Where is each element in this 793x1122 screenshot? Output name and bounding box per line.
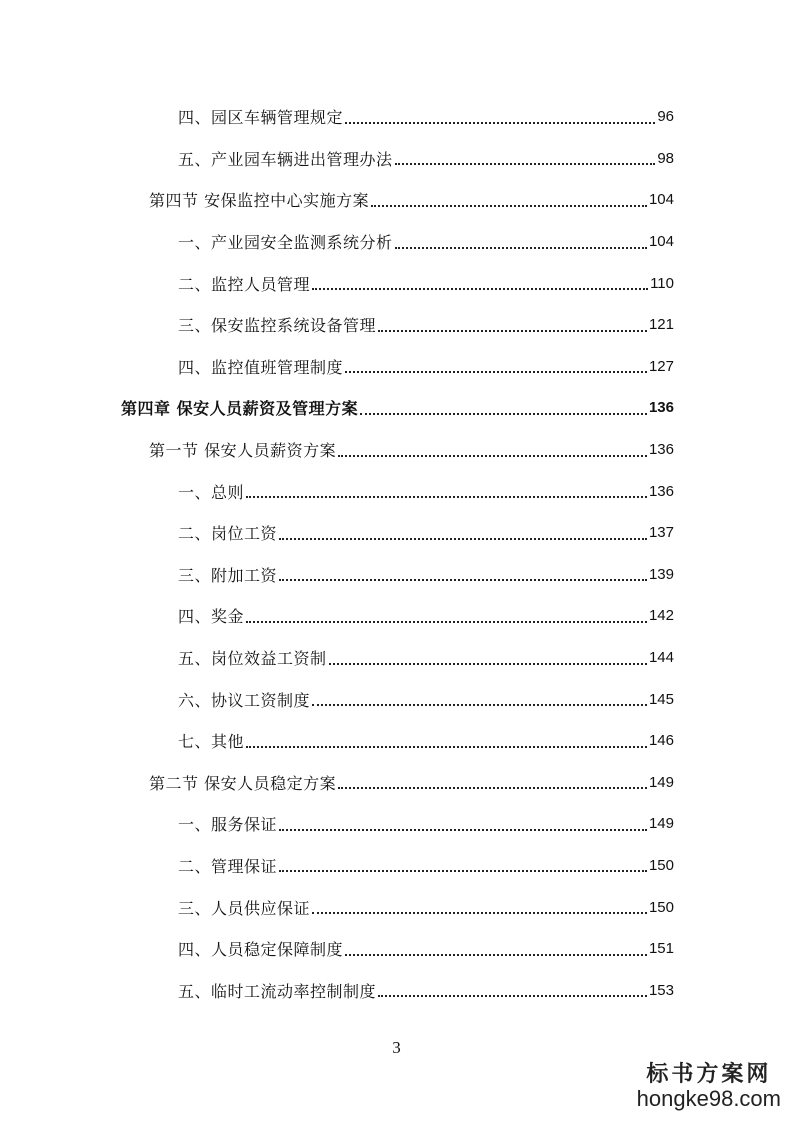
toc-dot-leader xyxy=(246,746,647,748)
toc-entry-page: 150 xyxy=(648,856,674,874)
toc-dot-leader xyxy=(338,787,647,789)
toc-dot-leader xyxy=(378,330,647,332)
toc-entry-page: 149 xyxy=(648,815,674,833)
toc-entry-title: 四、奖金 xyxy=(178,607,245,627)
toc-entry[interactable] xyxy=(0,387,793,429)
toc-entry-title: 四、监控值班管理制度 xyxy=(178,357,344,377)
toc-entry-page: 153 xyxy=(648,981,674,999)
toc-entry-title: 一、服务保证 xyxy=(178,815,278,835)
toc-entry-page: 139 xyxy=(648,565,674,583)
toc-entry-page: 149 xyxy=(648,773,674,791)
toc-entry[interactable] xyxy=(0,678,793,720)
toc-entry[interactable] xyxy=(0,554,793,596)
toc-entry-title: 二、岗位工资 xyxy=(178,524,278,544)
toc-entry-title: 第四节 安保监控中心实施方案 xyxy=(149,191,370,211)
toc-entry[interactable] xyxy=(0,429,793,471)
toc-entry-title: 二、管理保证 xyxy=(178,856,278,876)
toc-dot-leader xyxy=(345,122,655,124)
toc-entry-title: 三、人员供应保证 xyxy=(178,898,311,918)
toc-entry-title: 七、其他 xyxy=(178,732,245,752)
toc-dot-leader xyxy=(345,371,647,373)
toc-entry[interactable] xyxy=(0,221,793,263)
toc-entry[interactable] xyxy=(0,845,793,887)
toc-entry-page: 127 xyxy=(648,357,674,375)
toc-dot-leader xyxy=(338,455,647,457)
page-number: 3 xyxy=(392,1038,401,1057)
toc-entry-page: 146 xyxy=(648,732,674,750)
toc-entry-page: 136 xyxy=(648,399,674,417)
toc-entry-page: 104 xyxy=(648,191,674,209)
toc-entry[interactable] xyxy=(0,762,793,804)
toc-entry-title: 第二节 保安人员稳定方案 xyxy=(149,773,337,793)
toc-entry-page: 136 xyxy=(648,441,674,459)
toc-entry-title: 四、人员稳定保障制度 xyxy=(178,940,344,960)
toc-dot-leader xyxy=(312,704,647,706)
toc-entry-page: 96 xyxy=(657,108,674,126)
toc-entry-page: 151 xyxy=(648,940,674,958)
toc-list xyxy=(0,96,793,1011)
watermark-name: 标书方案网 xyxy=(646,1061,772,1087)
toc-entry[interactable] xyxy=(0,512,793,554)
toc-entry[interactable] xyxy=(0,346,793,388)
toc-entry-page: 98 xyxy=(657,149,674,167)
toc-entry-page: 110 xyxy=(650,274,674,292)
table-of-contents xyxy=(0,96,793,1011)
toc-entry-title: 五、临时工流动率控制制度 xyxy=(178,981,377,1001)
toc-entry-page: 142 xyxy=(648,607,674,625)
toc-dot-leader xyxy=(279,579,647,581)
toc-entry[interactable] xyxy=(0,262,793,304)
toc-dot-leader xyxy=(246,496,647,498)
toc-entry[interactable] xyxy=(0,720,793,762)
toc-entry[interactable] xyxy=(0,886,793,928)
toc-dot-leader xyxy=(279,538,647,540)
toc-entry[interactable] xyxy=(0,470,793,512)
toc-entry[interactable] xyxy=(0,179,793,221)
toc-dot-leader xyxy=(279,870,647,872)
toc-entry-title: 四、园区车辆管理规定 xyxy=(178,108,344,128)
toc-dot-leader xyxy=(329,663,647,665)
toc-dot-leader xyxy=(345,954,647,956)
toc-entry-title: 六、协议工资制度 xyxy=(178,690,311,710)
toc-entry[interactable] xyxy=(0,637,793,679)
toc-entry-page: 136 xyxy=(648,482,674,500)
toc-entry[interactable] xyxy=(0,96,793,138)
toc-entry-title: 二、监控人员管理 xyxy=(178,274,311,294)
toc-entry-title: 三、保安监控系统设备管理 xyxy=(178,316,377,336)
toc-dot-leader xyxy=(395,247,647,249)
toc-dot-leader xyxy=(360,413,647,415)
toc-entry-page: 144 xyxy=(648,649,674,667)
toc-entry-page: 145 xyxy=(648,690,674,708)
toc-entry-page: 121 xyxy=(648,316,674,334)
toc-dot-leader xyxy=(312,288,648,290)
toc-dot-leader xyxy=(378,995,647,997)
toc-entry-title: 五、岗位效益工资制 xyxy=(178,649,327,669)
toc-dot-leader xyxy=(246,621,647,623)
toc-entry-title: 第一节 保安人员薪资方案 xyxy=(149,441,337,461)
toc-entry-page: 137 xyxy=(648,524,674,542)
toc-entry[interactable] xyxy=(0,969,793,1011)
toc-entry-title: 一、总则 xyxy=(178,482,245,502)
toc-dot-leader xyxy=(371,205,647,207)
toc-entry-title: 第四章 保安人员薪资及管理方案 xyxy=(121,399,359,419)
toc-dot-leader xyxy=(312,912,647,914)
toc-entry-page: 104 xyxy=(648,233,674,251)
toc-entry[interactable] xyxy=(0,304,793,346)
toc-entry[interactable] xyxy=(0,803,793,845)
toc-dot-leader xyxy=(395,163,656,165)
toc-entry[interactable] xyxy=(0,928,793,970)
toc-entry[interactable] xyxy=(0,595,793,637)
toc-entry-title: 三、附加工资 xyxy=(178,565,278,585)
toc-entry-page: 150 xyxy=(648,898,674,916)
toc-entry-title: 五、产业园车辆进出管理办法 xyxy=(178,149,393,169)
watermark-logo xyxy=(637,1057,781,1112)
toc-dot-leader xyxy=(279,829,647,831)
toc-entry-title: 一、产业园安全监测系统分析 xyxy=(178,233,393,253)
watermark-url: hongke98.com xyxy=(636,1086,781,1111)
toc-entry[interactable] xyxy=(0,138,793,180)
